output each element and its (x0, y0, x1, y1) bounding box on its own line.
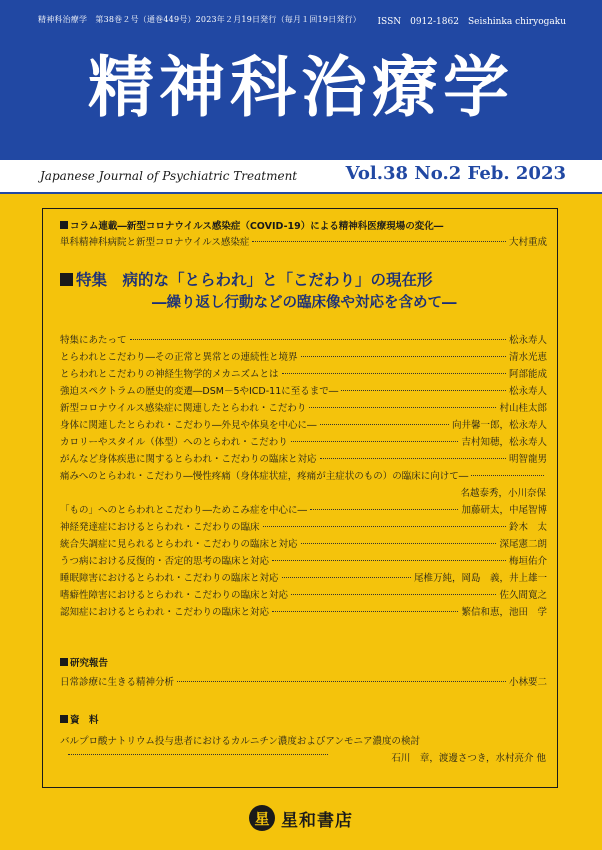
toc-entry-author: 名越泰秀，小川奈保 (460, 488, 546, 499)
column-heading: コラム連載―新型コロナウイルス感染症（COVID-19）による精神科医療現場の変化― (60, 220, 443, 234)
toc-entry: 「もの」へのとらわれとこだわり―ためこみ症を中心に― 加藤研太，中尾智博 (60, 505, 547, 516)
toc-entry: カロリーやスタイル（体型）へのとらわれ・こだわり 吉村知穂，松永寿人 (60, 437, 547, 448)
toc-entry: とらわれとこだわりの神経生物学的メカニズムとは 阿部能成 (60, 369, 547, 380)
subtitle-band (0, 160, 602, 194)
volume-label: Vol.38 No.2 Feb. 2023 (345, 163, 566, 184)
square-bullet-icon (60, 715, 68, 723)
square-bullet-icon (60, 658, 68, 666)
special-feature-subtitle: ―繰り返し行動などの臨床像や対応を含めて― (152, 295, 457, 311)
journal-title: 精神科治療学 (88, 49, 514, 126)
toc-entry: 認知症におけるとらわれ・こだわりの臨床と対応 繁信和恵，池田 学 (60, 607, 547, 618)
issue-meta: 精神科治療学 第38巻２号（通巻449号）2023年２月19日発行（毎月１回19日発行） (38, 15, 361, 24)
toc-entry: 神経発達症におけるとらわれ・こだわりの臨床 鈴木 太 (60, 522, 547, 533)
dot-leader (68, 754, 328, 755)
material-heading: 資 料 (60, 714, 99, 728)
toc-entry: 睡眠障害におけるとらわれ・こだわりの臨床と対応 尾椎万純，岡島 義，井上雄一 (60, 573, 547, 584)
square-bullet-icon (60, 273, 73, 286)
toc-entry: 新型コロナウイルス感染症に関連したとらわれ・こだわり 村山桂太郎 (60, 403, 547, 414)
publisher-logo-icon: 星 (249, 805, 275, 831)
toc-entry: とらわれとこだわり―その正常と異常との連続性と境界 清水光恵 (60, 352, 547, 363)
material-entry: バルプロ酸ナトリウム投与患者におけるカルニチン濃度およびアンモニア濃度の検討 (60, 736, 421, 747)
header-band (0, 0, 602, 160)
english-title: Japanese Journal of Psychiatric Treatment (40, 169, 298, 183)
publisher (0, 804, 602, 832)
column-entry: 単科精神科病院と新型コロナウイルス感染症 大村重成 (60, 237, 547, 248)
research-heading: 研究報告 (60, 657, 108, 671)
toc-entry: 嗜癖性障害におけるとらわれ・こだわりの臨床と対応 佐久間寛之 (60, 590, 547, 601)
toc-entry: 強迫スペクトラムの歴史的変遷―DSM－5やICD-11に至るまで― 松永寿人 (60, 386, 547, 397)
publisher-name: 星和書店 (281, 810, 353, 831)
toc-entry: うつ病における反復的・否定的思考の臨床と対応 梅垣佑介 (60, 556, 547, 567)
toc-entry: 身体に関連したとらわれ・こだわり―外見や体臭を中心に― 向井馨一郎，松永寿人 (60, 420, 547, 431)
material-author: 石川 章，渡邊さつき，水村亮介 他 (391, 753, 546, 764)
toc-entry: がんなど身体疾患に関するとらわれ・こだわりの臨床と対応 明智龍男 (60, 454, 547, 465)
toc-entry: 特集にあたって 松永寿人 (60, 335, 547, 346)
square-bullet-icon (60, 221, 68, 229)
toc-entry: 統合失調症に見られるとらわれ・こだわりの臨床と対応 深尾憲二朗 (60, 539, 547, 550)
issn-text: ISSN 0912-1862 Seishinka chiryogaku (377, 17, 566, 27)
special-feature-title: 特集 病的な「とらわれ」と「こだわり」の現在形 (60, 268, 433, 290)
toc-entry-long: 痛みへのとらわれ・こだわり―慢性疼痛（身体症状症，疼痛が主症状のもの）の臨床に向けて― (60, 470, 547, 484)
research-entry: 日常診療に生きる精神分析 小林要二 (60, 677, 547, 688)
